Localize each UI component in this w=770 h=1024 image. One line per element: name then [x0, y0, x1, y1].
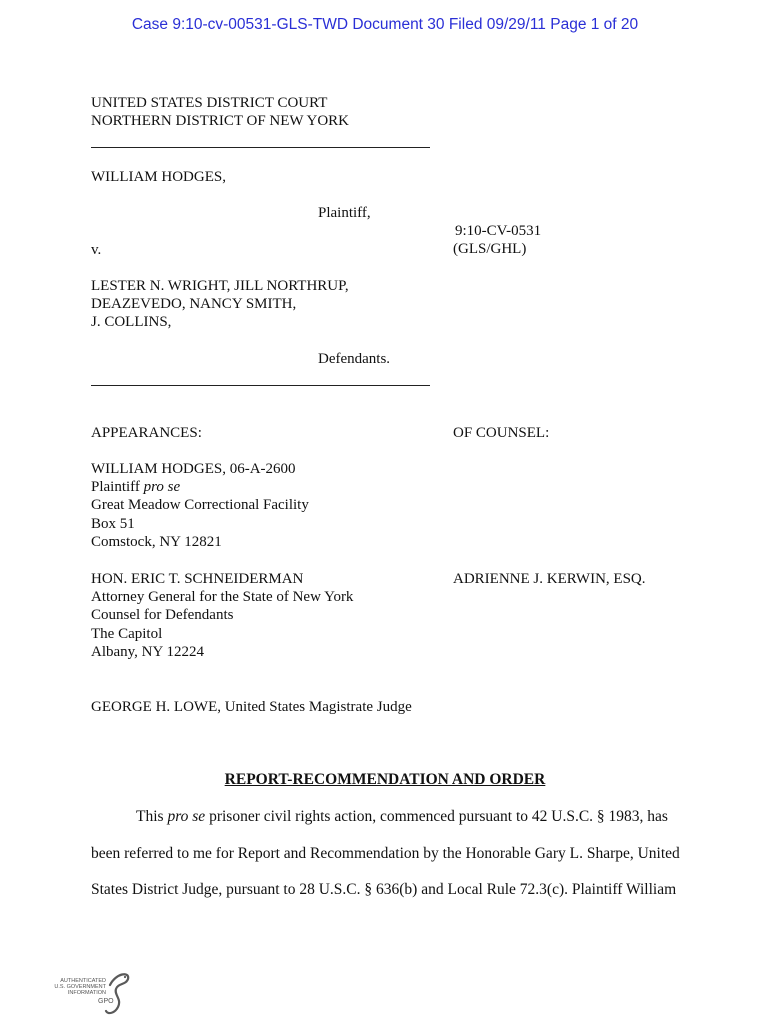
document-title: REPORT-RECOMMENDATION AND ORDER [224, 771, 546, 788]
of-counsel-name: ADRIENNE J. KERWIN, ESQ. [453, 571, 646, 587]
court-line-2: NORTHERN DISTRICT OF NEW YORK [91, 113, 349, 130]
defense-address-line: The Capitol [91, 625, 163, 642]
defendants-list [91, 277, 349, 332]
gpo-authentication-logo [44, 971, 134, 1017]
defendant-line: LESTER N. WRIGHT, JILL NORTHRUP, [91, 278, 349, 294]
court-line-1: UNITED STATES DISTRICT COURT [91, 95, 328, 111]
defendant-line: J. COLLINS, [91, 314, 172, 331]
plaintiff-address-line: Box 51 [91, 515, 135, 532]
judges-code: (GLS/GHL) [453, 241, 527, 258]
defendant-line: DEAZEVEDO, NANCY SMITH, [91, 296, 297, 313]
appearances-heading: APPEARANCES: [91, 425, 202, 441]
plaintiff-appearance-role: Plaintiff pro se [91, 479, 181, 496]
plaintiff-role: Plaintiff, [318, 205, 371, 221]
defense-appearance [91, 570, 353, 661]
caption-bottom-rule [91, 385, 430, 386]
plaintiff-appearance [91, 460, 309, 551]
plaintiff-name: WILLIAM HODGES, [91, 169, 226, 185]
defendants-role: Defendants. [318, 351, 391, 367]
ecf-header-stamp: Case 9:10-cv-00531-GLS-TWD Document 30 Filed 09/29/11 Page 1 of 20 [131, 16, 639, 33]
plaintiff-address-line: Comstock, NY 12821 [91, 533, 222, 550]
defense-address-line: Counsel for Defendants [91, 607, 234, 624]
gpo-logo-text: AUTHENTICATED U.S. GOVERNMENT INFORMATION [54, 978, 106, 996]
caption-top-rule [91, 147, 430, 148]
plaintiff-appearance-name: WILLIAM HODGES, 06-A-2600 [91, 461, 296, 477]
body-line-1: This pro se prisoner civil rights action, commenced pursuant to 42 U.S.C. § 1983, has [136, 808, 668, 825]
court-name [91, 94, 349, 130]
magistrate-judge-line: GEORGE H. LOWE, United States Magistrate Judge [91, 699, 412, 715]
plaintiff-address-line: Great Meadow Correctional Facility [91, 497, 309, 514]
case-number-block [453, 222, 541, 258]
case-number: 9:10-CV-0531 [455, 223, 542, 239]
defense-address-line: Albany, NY 12224 [91, 643, 205, 660]
eagle-icon [104, 971, 134, 1017]
defense-appearance-name: HON. ERIC T. SCHNEIDERMAN [91, 571, 304, 587]
of-counsel-heading: OF COUNSEL: [453, 425, 550, 441]
versus: v. [91, 242, 102, 258]
defense-address-line: Attorney General for the State of New York [91, 589, 354, 606]
gpo-logo-mark: GPO [98, 998, 114, 1005]
body-line-3: States District Judge, pursuant to 28 U.S.C. § 636(b) and Local Rule 72.3(c). Plaintiff William [91, 881, 677, 898]
body-line-2: been referred to me for Report and Recommendation by the Honorable Gary L. Sharpe, United [91, 845, 680, 862]
